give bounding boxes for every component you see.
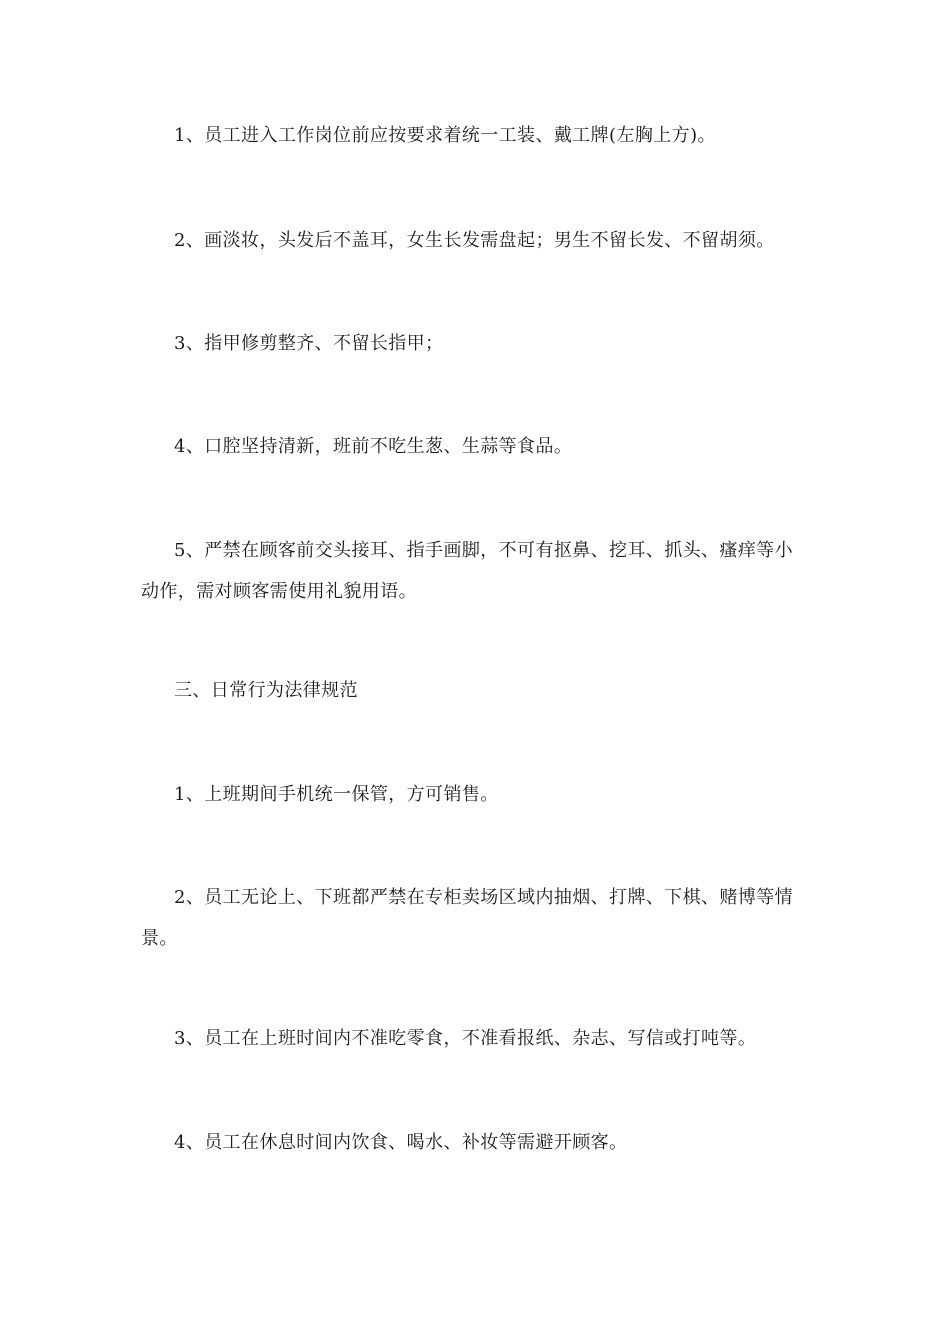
paragraph-smoking-gambling-rule: 2、员工无论上、下班都严禁在专柜卖场区域内抽烟、打牌、下棋、赌博等情景。 [141, 887, 794, 949]
paragraph-makeup-hair-rule: 2、画淡妆，头发后不盖耳，女生长发需盘起；男生不留长发、不留胡须。 [174, 230, 775, 251]
paragraph-breath-rule: 4、口腔坚持清新，班前不吃生葱、生蒜等食品。 [174, 436, 573, 457]
section-heading-daily-conduct: 三、日常行为法律规范 [174, 680, 358, 701]
paragraph-uniform-rule: 1、员工进入工作岗位前应按要求着统一工装、戴工牌(左胸上方)。 [174, 125, 716, 146]
paragraph-phone-rule: 1、上班期间手机统一保管，方可销售。 [174, 784, 499, 805]
paragraph-snack-reading-rule: 3、员工在上班时间内不准吃零食，不准看报纸、杂志、写信或打吨等。 [174, 1028, 757, 1049]
paragraph-nail-rule: 3、指甲修剪整齐、不留长指甲； [174, 333, 444, 354]
paragraph-behavior-rule: 5、严禁在顾客前交头接耳、指手画脚，不可有抠鼻、挖耳、抓头、瘙痒等小动作，需对顾客需使用礼貌用语。 [141, 540, 794, 602]
paragraph-break-time-rule: 4、员工在休息时间内饮食、喝水、补妆等需避开顾客。 [174, 1132, 628, 1153]
